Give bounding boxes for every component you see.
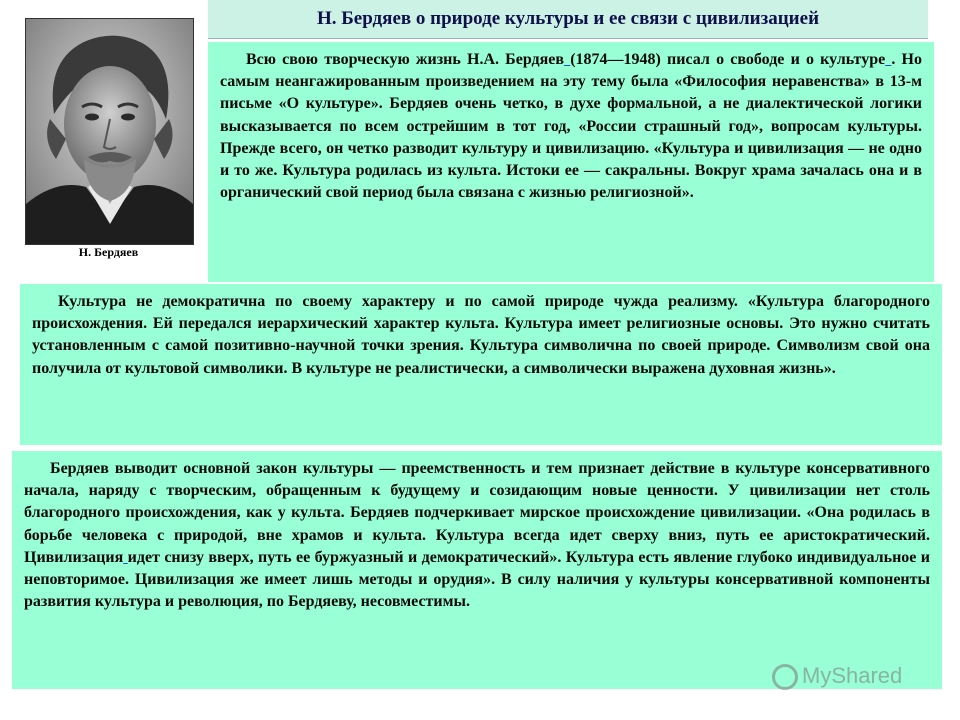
intro-text-1: Всю свою творческую жизнь Н.А. Бердяев [246,51,565,68]
myshared-logo-icon [772,664,798,690]
text-box-culture [20,284,942,445]
portrait-photo [25,18,194,245]
civilization-text-2: идет снизу вверх, путь ее буржуазный и демократический». Культура есть явление глубоко индивидуальное и неповторимое. Цивилизация же имеет лишь методы и орудия». В силу наличия у культуры консервативной компоненты развития культура и революция, по Бердяеву, несовместимы. [24,548,931,611]
portrait-image [26,19,193,244]
text-box-intro [208,42,934,282]
portrait-caption: Н. Бердяев [78,245,139,259]
intro-text-3: . Но самым неангажированным произведением на эту тему была «Философия неравенства» в 13-м письме «О культуре». Бердяев очень четко, в духе формальной, а не диалектической логики высказывается по всем острейшим в тот год, «России страшный год», вопросам культуры. Прежде всего, он четко разводит культуру и цивилизацию. «Культура и цивилизация — не одно и то же. Культура родилась из культа. Истоки ее — сакральны. Вокруг храма зачалась она и в органический свой период была связана с жизнью религиозной». [220,51,922,202]
watermark [772,660,932,692]
watermark-text: MyShared [802,663,903,688]
text-box-civilization [12,451,942,689]
slide-title: Н. Бердяев о природе культуры и ее связи с цивилизацией [208,0,928,39]
paragraph-culture: Культура не демократична по своему характеру и по самой природе чужда реализму. «Культура благородного происхождения. Ей передался иерархический характер культа. Культура имеет религиозные основы. Это нужно считать установленным с самой позитивно-научной точки зрения. Культура символична по своей природе. Символизм свой она получила от культовой символики. В культуре не реалистически, а символически выражена духовная жизнь». [32,293,930,377]
paragraph-intro [220,49,922,204]
intro-text-2: (1874—1948) писал о свободе и о культуре [570,51,886,68]
paragraph-civilization [24,458,930,613]
civilization-text-1: Бердяев выводит основной закон культуры — преемственность и тем признает действие в культуре консервативного начала, наряду с творческим, обращенным к будущему и созидающим новые ценности. У цивилизации нет столь благородного происхождения, как у культа. Бердяев подчеркивает мирское происхождение цивилизации. «Она родилась в борьбе человека с природой, вне храмов и культа. Культура всегда идет сверху вниз, путь ее аристократический. Цивилизация [24,460,930,566]
